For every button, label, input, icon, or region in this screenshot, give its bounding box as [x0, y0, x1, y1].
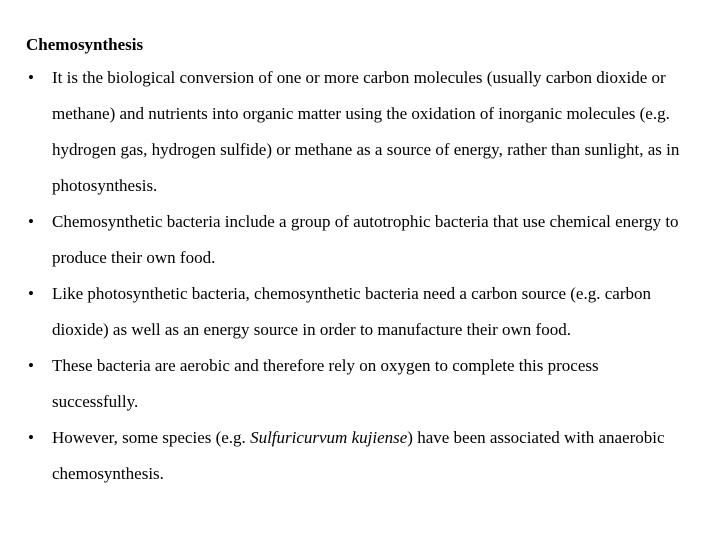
bullet-text: Chemosynthetic bacteria include a group of autotrophic bacteria that use chemical energy to produce their own food. [52, 212, 679, 267]
bullet-marker: • [28, 212, 34, 231]
bullet-item [26, 204, 680, 276]
species-name: Sulfuricurvum kujiense [250, 428, 408, 447]
bullet-marker: • [28, 68, 34, 87]
bullet-marker: • [28, 356, 34, 375]
bullet-item [26, 420, 680, 492]
bullet-marker: • [28, 284, 34, 303]
bullet-list [26, 60, 706, 492]
bullet-text: These bacteria are aerobic and therefore rely on oxygen to complete this process successfully. [52, 356, 599, 411]
bullet-item [26, 60, 680, 204]
bullet-text-before: However, some species (e.g. [52, 428, 251, 447]
bullet-text-after: ) have been associated with anaerobic chemosynthesis. [52, 428, 665, 483]
slide-title: Chemosynthesis [26, 35, 144, 54]
bullet-item [26, 276, 680, 348]
bullet-text: It is the biological conversion of one or more carbon molecules (usually carbon dioxide or methane) and nutrients into organic matter using the oxidation of inorganic molecules (e.g. hydrogen gas, hydrogen sulfide) or methane as a source of energy, rather than sunlight, as in photosynthesis. [52, 68, 680, 195]
bullet-text: Like photosynthetic bacteria, chemosynthetic bacteria need a carbon source (e.g. carbon dioxide) as well as an energy source in order to manufacture their own food. [52, 284, 651, 339]
bullet-item [26, 348, 680, 420]
slide-content [26, 30, 706, 492]
bullet-marker: • [28, 428, 34, 447]
